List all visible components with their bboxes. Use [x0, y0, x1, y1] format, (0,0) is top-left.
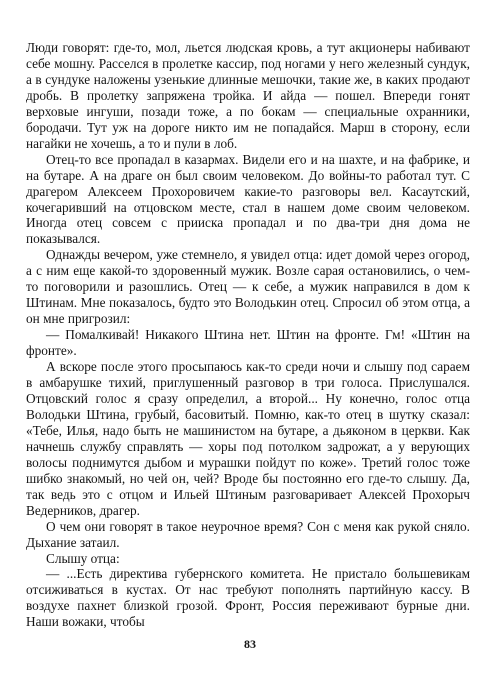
book-page-text [26, 40, 470, 640]
paragraph-7: Слышу отца: [46, 550, 120, 566]
paragraph-8-dialogue: — ...Есть директива губернского комитета. Не пристало большевикам отсиживаться в кустах. От нас требуют пополнять партийную кассу. В воздухе пахнет близкой грозой. Фронт, Россия переживают бурные дни. Наши вожаки, чтобы [26, 566, 470, 630]
paragraph-1: Люди говорят: где-то, мол, льется людская кровь, а тут акционеры набивают себе мошну. Расселся в пролетке кассир, под ногами у него железный сундук, а в сундуке наложены узенькие длинные мешочки, такие же, в каких продают дробь. В пролетку запряжена тройка. И айда — пошел. Впереди гонят верховые ингуши, позади тоже, а по бокам — специальные охранники, бородачи. Тут уж на дороге никто им не попадайся. Марш в сторону, если нагайки не хочешь, а то и пули в лоб. [26, 40, 470, 151]
paragraph-4-dialogue: — Помалкивай! Никакого Штина нет. Штин на фронте. Гм! «Штин на фронте». [26, 327, 470, 359]
paragraph-3: Однажды вечером, уже стемнело, я увидел отца: идет домой через огород, а с ним еще какой-то здоровенный мужик. Возле сарая остановились, о чем-то поговорили и разошлись. Отец — к себе, а мужик направился в дом к Штинам. Мне показалось, будто это Володькин отец. Спросил об этом отца, а он мне пригрозил: [26, 247, 470, 327]
paragraph-5: А вскоре после этого просыпаюсь как-то среди ночи и слышу под сараем в амбарушке тихий, приглушенный разговор в три голоса. Прислушался. Отцовский голос я сразу определил, а второй... Ну конечно, голос отца Володьки Штина, грубый, басовитый. Помню, как-то отец в шутку сказал: «Тебе, Илья, надо быть не машинистом на бутаре, а дьяконом в церкви. Как начнешь службу справлять — хоры под потолком задрожат, а у верующих волосы поднимутся дыбом и мурашки пойдут по коже». Третий голос тоже шибко знакомый, но чей он, чей? Вроде бы постоянно его где-то слышу. Да, так ведь это с отцом и Ильей Штиным разговаривает Алексей Прохорыч Ведерников, драгер. [26, 359, 470, 518]
paragraph-6: О чем они говорят в такое неурочное время? Сон с меня как рукой сняло. Дыхание затаил. [26, 518, 470, 550]
paragraph-2: Отец-то все пропадал в казармах. Видели его и на шахте, и на фабрике, и на бутаре. А на драге он был своим человеком. До войны-то работал тут. С драгером Алексеем Прохоровичем какие-то разговоры вел. Касаутский, кочегаривший на отцовском месте, стал в нашем доме своим человеком. Иногда отец совсем с прииска пропадал и по два-три дня дома не показывался. [26, 151, 470, 247]
page-number: 83 [244, 637, 256, 651]
